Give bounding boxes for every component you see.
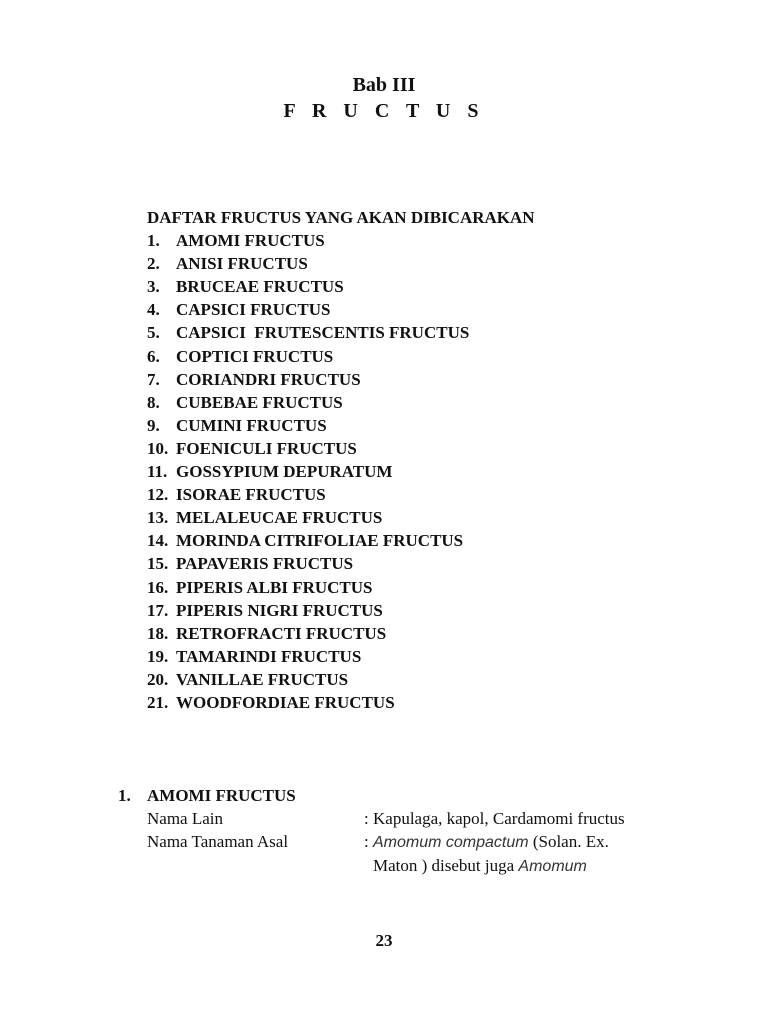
- list-item: [147, 298, 535, 321]
- field-label: Nama Tanaman Asal: [147, 832, 289, 851]
- list-item: [147, 645, 535, 668]
- field-label: Nama Lain: [147, 809, 223, 828]
- list-item-name: RETROFRACTI FRUCTUS: [176, 623, 387, 643]
- species-name: Amomum compactum: [373, 834, 529, 851]
- list-item-name: PAPAVERIS FRUCTUS: [176, 554, 354, 574]
- list-item-name: ANISI FRUCTUS: [176, 254, 308, 274]
- field-value-text: (Solan. Ex. Maton ) disebut juga: [373, 832, 609, 875]
- field-value: [373, 830, 643, 878]
- list-item-number: 4.: [147, 300, 160, 320]
- section-number: 1.: [118, 786, 131, 805]
- list-item-number: 8.: [147, 392, 160, 412]
- list-item-number: 9.: [147, 415, 160, 435]
- list-item-name: CUBEBAE FRUCTUS: [176, 392, 343, 412]
- list-item: [147, 252, 535, 275]
- list-item: [147, 552, 535, 575]
- list-item-number: 10.: [147, 438, 169, 458]
- list-item-number: 21.: [147, 692, 169, 712]
- field-nama-tanaman-asal: [118, 830, 643, 878]
- list-item-number: 16.: [147, 577, 169, 597]
- list-item-name: MORINDA CITRIFOLIAE FRUCTUS: [176, 531, 464, 551]
- list-item: [147, 321, 535, 344]
- list-heading: DAFTAR FRUCTUS YANG AKAN DIBICARAKAN: [147, 208, 535, 227]
- field-nama-lain: [118, 807, 643, 830]
- list-item-number: 19.: [147, 646, 169, 666]
- list-item-name: CAPSICI FRUTESCENTIS FRUCTUS: [176, 323, 470, 343]
- list-item-name: FOENICULI FRUCTUS: [176, 438, 357, 458]
- list-item: [147, 529, 535, 552]
- section-heading: [118, 784, 643, 807]
- list-item: [147, 460, 535, 483]
- list-item-number: 3.: [147, 277, 160, 297]
- list-item: [147, 229, 535, 252]
- list-item: [147, 599, 535, 622]
- list-item: [147, 391, 535, 414]
- list-item-number: 17.: [147, 600, 169, 620]
- list-item: [147, 414, 535, 437]
- list-item-name: CUMINI FRUCTUS: [176, 415, 327, 435]
- list-item-name: GOSSYPIUM DEPURATUM: [176, 462, 393, 482]
- list-item-number: 5.: [147, 323, 160, 343]
- list-item-name: WOODFORDIAE FRUCTUS: [176, 692, 395, 712]
- list-item-number: 13.: [147, 508, 169, 528]
- field-value: Kapulaga, kapol, Cardamomi fructus: [373, 809, 625, 828]
- list-item: [147, 506, 535, 529]
- chapter-label: Bab III: [352, 74, 416, 96]
- list-item-name: PIPERIS ALBI FRUCTUS: [176, 577, 373, 597]
- list-item-number: 18.: [147, 623, 169, 643]
- list-item-number: 2.: [147, 254, 160, 274]
- chapter-title: F R U C T U S: [283, 100, 485, 122]
- list-item: [147, 622, 535, 645]
- field-colon: :: [364, 832, 369, 851]
- list-item: [147, 368, 535, 391]
- section-amomi-fructus: [118, 784, 643, 878]
- list-item-number: 12.: [147, 485, 169, 505]
- list-item-name: ISORAE FRUCTUS: [176, 485, 326, 505]
- list-item-name: PIPERIS NIGRI FRUCTUS: [176, 600, 383, 620]
- list-item-number: 6.: [147, 346, 160, 366]
- field-colon: :: [364, 809, 369, 828]
- list-item-number: 7.: [147, 369, 160, 389]
- list-item-name: COPTICI FRUCTUS: [176, 346, 334, 366]
- species-name: Amomum: [518, 858, 587, 875]
- list-item-name: TAMARINDI FRUCTUS: [176, 646, 362, 666]
- list-item-number: 11.: [147, 462, 168, 482]
- list-item: [147, 437, 535, 460]
- list-item: [147, 483, 535, 506]
- list-item-number: 14.: [147, 531, 169, 551]
- list-item: [147, 691, 535, 714]
- section-title: AMOMI FRUCTUS: [147, 786, 296, 805]
- list-item-name: BRUCEAE FRUCTUS: [176, 277, 344, 297]
- list-item: [147, 275, 535, 298]
- list-item: [147, 345, 535, 368]
- list-item-name: MELALEUCAE FRUCTUS: [176, 508, 383, 528]
- page-number: 23: [375, 931, 393, 950]
- list-item-number: 20.: [147, 669, 169, 689]
- list-item-number: 1.: [147, 231, 160, 251]
- list-item-name: CAPSICI FRUCTUS: [176, 300, 331, 320]
- list-item-name: AMOMI FRUCTUS: [176, 231, 325, 251]
- list-item-number: 15.: [147, 554, 169, 574]
- list-item: [147, 576, 535, 599]
- list-item: [147, 668, 535, 691]
- list-item-name: VANILLAE FRUCTUS: [176, 669, 349, 689]
- list-item-name: CORIANDRI FRUCTUS: [176, 369, 361, 389]
- fructus-list: [147, 206, 535, 714]
